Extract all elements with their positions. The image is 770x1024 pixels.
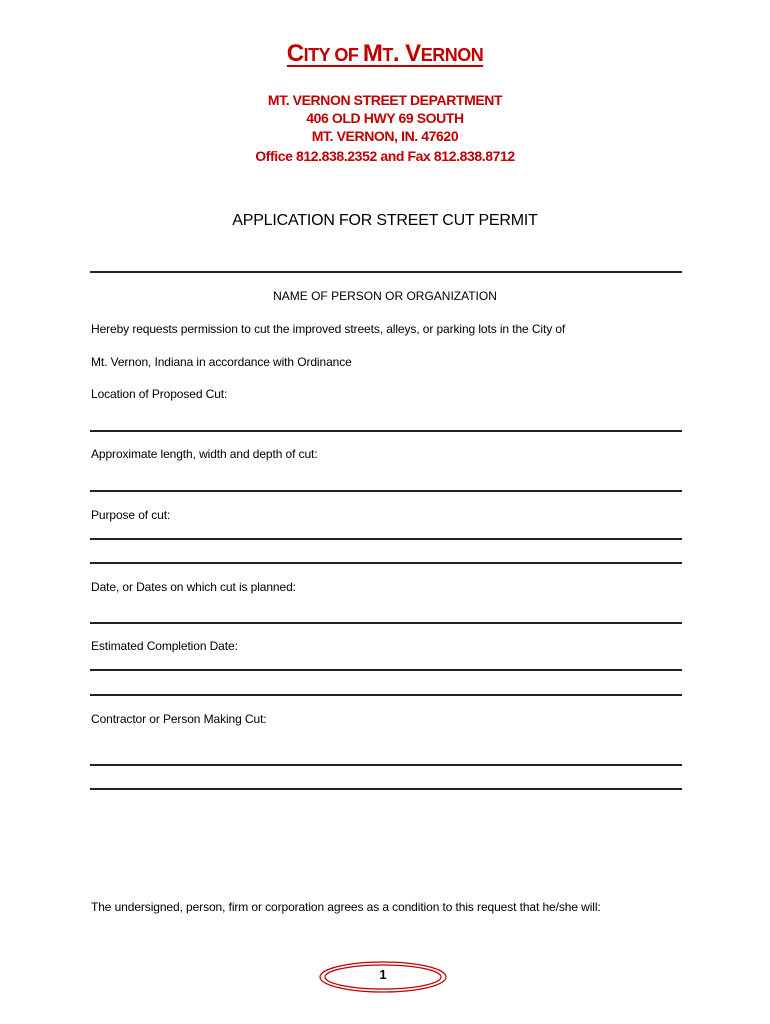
page-number-badge xyxy=(318,960,448,994)
city-title-v: V xyxy=(405,40,421,67)
department-name: MT. VERNON STREET DEPARTMENT xyxy=(267,92,503,108)
purpose-label: Purpose of cut: xyxy=(91,508,171,522)
page-number: 1 xyxy=(379,967,387,982)
completion-label: Estimated Completion Date: xyxy=(91,639,238,653)
city-title-ernon: ERNON xyxy=(420,45,484,65)
location-line[interactable] xyxy=(90,430,682,432)
dimensions-label: Approximate length, width and depth of cut: xyxy=(91,447,318,461)
city-title-dot: . xyxy=(392,40,406,67)
department-phone-fax: Office 812.838.2352 and Fax 812.838.8712 xyxy=(255,148,515,164)
location-label: Location of Proposed Cut: xyxy=(91,387,228,401)
city-title-t: T xyxy=(382,45,393,65)
city-title-m: M xyxy=(362,40,383,67)
dimensions-line[interactable] xyxy=(90,490,682,492)
form-title: APPLICATION FOR STREET CUT PERMIT xyxy=(232,212,538,229)
city-title-ity-of: ITY OF xyxy=(303,45,363,65)
completion-line-1[interactable] xyxy=(90,669,682,671)
department-city: MT. VERNON, IN. 47620 xyxy=(311,128,459,144)
city-title-c: C xyxy=(286,40,304,67)
request-text-line-2: Mt. Vernon, Indiana in accordance with Ordinance xyxy=(91,355,352,369)
name-line xyxy=(90,271,682,273)
city-title xyxy=(0,40,770,68)
name-caption: NAME OF PERSON OR ORGANIZATION xyxy=(273,289,497,303)
contractor-line-1[interactable] xyxy=(90,764,682,766)
completion-line-2[interactable] xyxy=(90,694,682,696)
dates-label: Date, or Dates on which cut is planned: xyxy=(91,580,296,594)
contractor-line-2[interactable] xyxy=(90,788,682,790)
request-text-line-1: Hereby requests permission to cut the improved streets, alleys, or parking lots in the City of xyxy=(91,322,566,336)
purpose-line-2[interactable] xyxy=(90,562,682,564)
dates-line[interactable] xyxy=(90,622,682,624)
purpose-line-1[interactable] xyxy=(90,538,682,540)
contractor-label: Contractor or Person Making Cut: xyxy=(91,712,267,726)
department-address: 406 OLD HWY 69 SOUTH xyxy=(306,110,464,126)
agreement-text: The undersigned, person, firm or corporation agrees as a condition to this request that he/she will: xyxy=(91,900,601,914)
